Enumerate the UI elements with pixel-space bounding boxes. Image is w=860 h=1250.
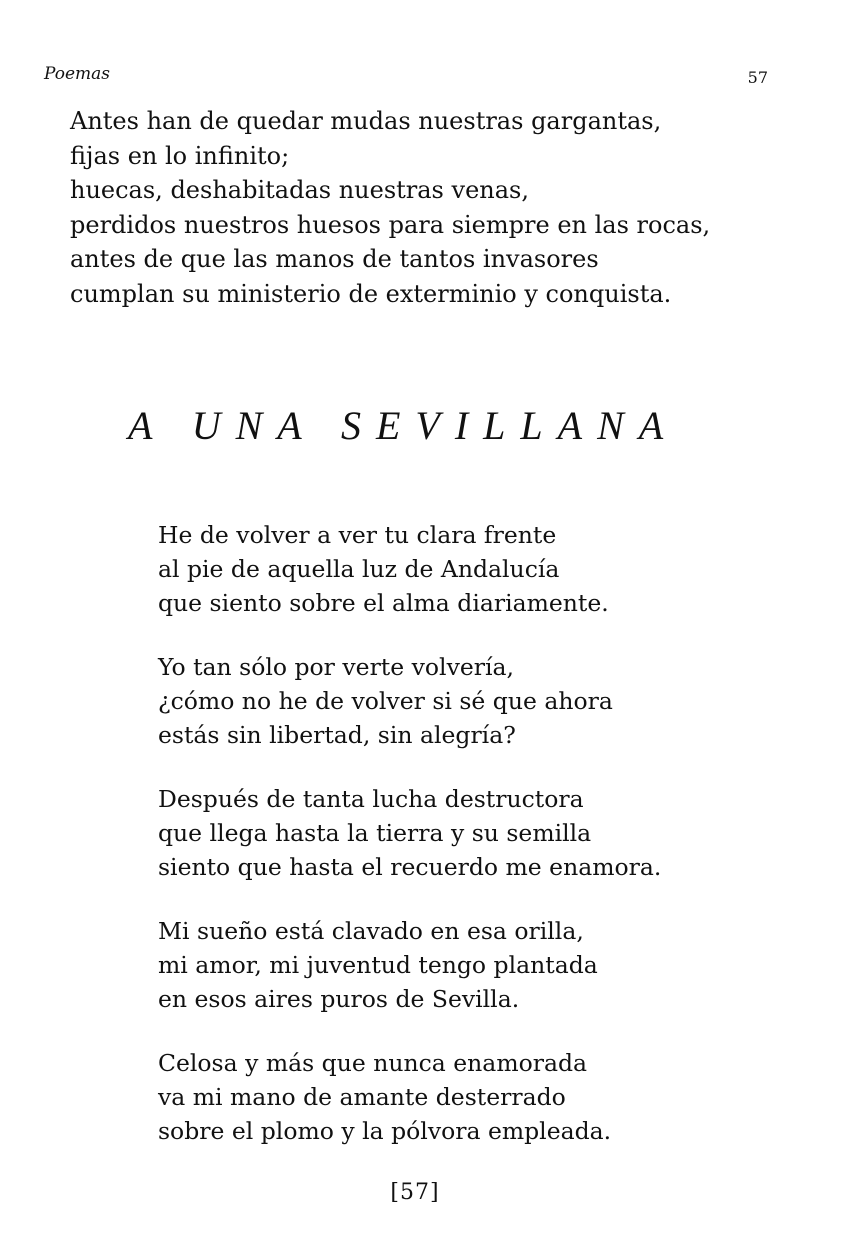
page-number-bottom: [57] bbox=[390, 1180, 440, 1205]
verse-line: Antes han de quedar mudas nuestras gargantas, bbox=[70, 107, 662, 135]
verse-line: al pie de aquella luz de Andalucía bbox=[158, 555, 560, 583]
verse-line: perdidos nuestros huesos para siempre en las rocas, bbox=[70, 210, 711, 239]
verse-line: Después de tanta lucha destructora bbox=[158, 785, 584, 813]
stanza bbox=[158, 1046, 661, 1148]
poem-body bbox=[158, 518, 661, 1178]
running-head: Poemas bbox=[44, 64, 111, 84]
verse-line: cumplan su ministerio de exterminio y conquista. bbox=[70, 279, 672, 308]
previous-poem-ending bbox=[70, 104, 710, 311]
stanza bbox=[158, 914, 661, 1016]
verse-line: Mi sueño está clavado en esa orilla, bbox=[158, 917, 584, 945]
verse-line: estás sin libertad, sin alegría? bbox=[158, 721, 516, 749]
verse-line: en esos aires puros de Sevilla. bbox=[158, 985, 520, 1013]
verse-line: huecas, deshabitadas nuestras venas, bbox=[70, 176, 529, 204]
verse-line: mi amor, mi juventud tengo plantada bbox=[158, 951, 598, 979]
page-number-top: 57 bbox=[747, 68, 768, 87]
verse-line: sobre el plomo y la pólvora empleada. bbox=[158, 1117, 612, 1145]
verse-line: He de volver a ver tu clara frente bbox=[158, 521, 557, 549]
verse-line: fijas en lo infinito; bbox=[70, 141, 290, 170]
verse-line: siento que hasta el recuerdo me enamora. bbox=[158, 853, 662, 881]
verse-line: va mi mano de amante desterrado bbox=[158, 1083, 566, 1111]
verse-line: ¿cómo no he de volver si sé que ahora bbox=[158, 687, 613, 715]
verse-line: que llega hasta la tierra y su semilla bbox=[158, 819, 592, 847]
verse-line: Yo tan sólo por verte volvería, bbox=[158, 653, 514, 681]
stanza bbox=[158, 650, 661, 752]
poem-title: A UNA SEVILLANA bbox=[128, 403, 679, 448]
verse-line: antes de que las manos de tantos invasores bbox=[70, 245, 599, 273]
verse-line: que siento sobre el alma diariamente. bbox=[158, 589, 609, 617]
verse-line: Celosa y más que nunca enamorada bbox=[158, 1049, 588, 1077]
stanza bbox=[158, 782, 661, 884]
stanza bbox=[158, 518, 661, 620]
